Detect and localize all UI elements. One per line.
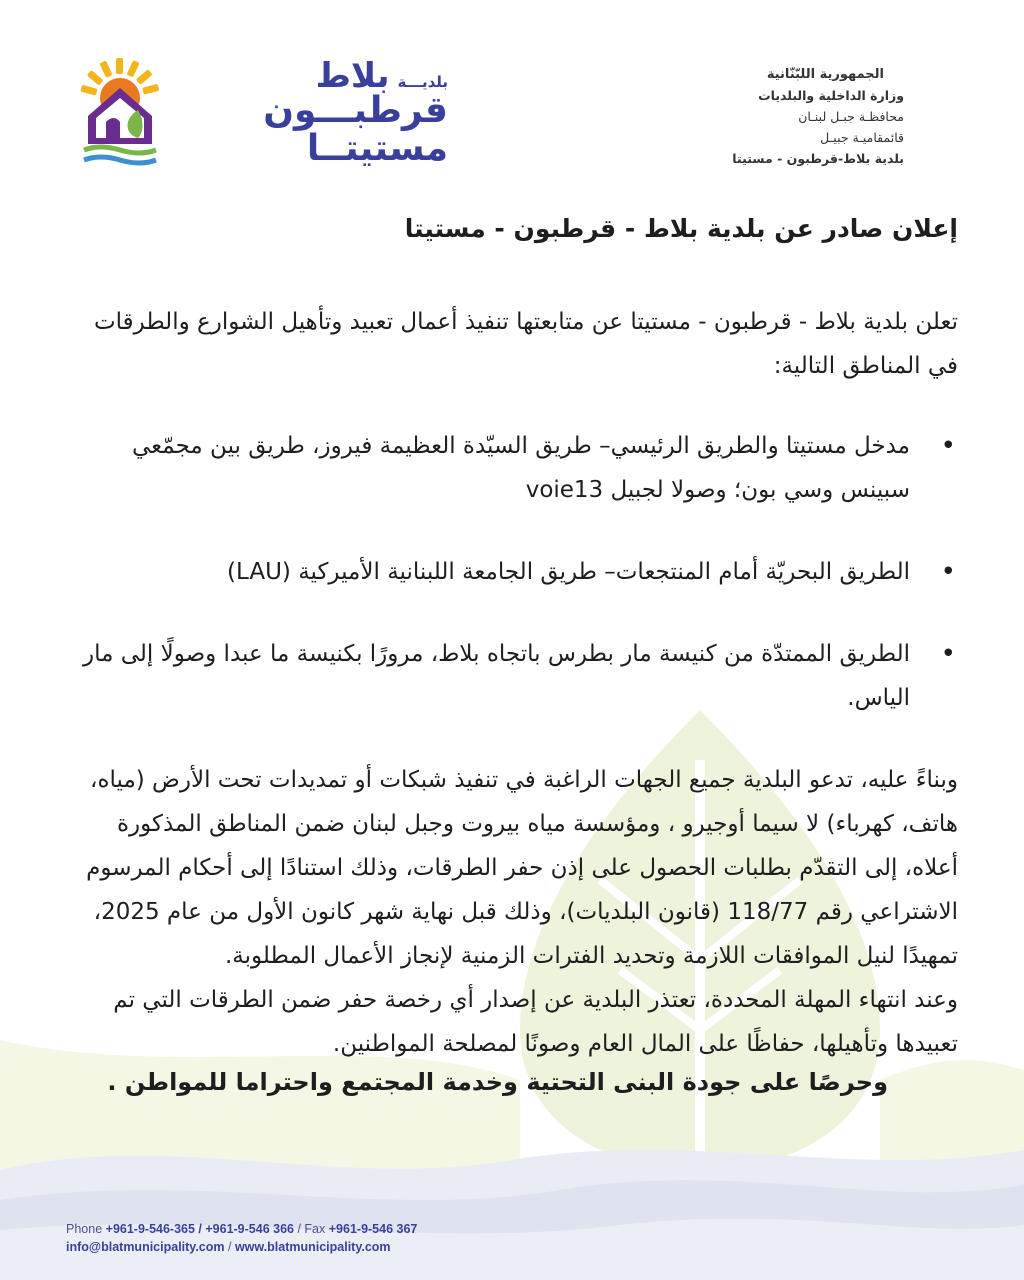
logo-wordmark: [258, 58, 458, 170]
bullet-icon: •: [940, 431, 956, 461]
footer-separator: /: [227, 1240, 232, 1254]
logo-emblem-icon: [80, 58, 160, 166]
government-header: [732, 64, 904, 169]
announcement-title: إعلان صادر عن بلدية بلاط - قرطبون - مستيتا: [404, 214, 958, 243]
municipality-logo: [80, 56, 448, 170]
header-ministry: وزارة الداخلية والبلديات: [758, 88, 904, 103]
announcement: [58, 212, 958, 1102]
email-link[interactable]: info@blatmunicipality.com: [66, 1240, 225, 1254]
logo-line3: مستيتــا: [306, 128, 448, 169]
fax-label: / Fax: [297, 1222, 326, 1236]
logo-line2: قرطبـــون: [263, 90, 448, 131]
closing-line: وحرصًا على جودة البنى التحتية وخدمة المجتمع واحتراما للمواطن .: [107, 1068, 888, 1096]
list-item-text: الطريق الممتدّة من كنيسة مار بطرس باتجاه بلاط، مرورًا بكنيسة ما عبدا وصولًا إلى مار الياس.: [82, 641, 910, 711]
website-link[interactable]: www.blatmunicipality.com: [234, 1240, 391, 1254]
list-item-text: مدخل مستيتا والطريق الرئيسي– طريق السيّدة العظيمة فيروز، طريق بين مجمّعي سبينس وسي بون؛ وصولا لجبيل voie13: [132, 433, 910, 503]
logo-prefix: بلديـــة: [397, 73, 448, 91]
intro-paragraph: تعلن بلدية بلاط - قرطبون - مستيتا عن متابعتها تنفيذ أعمال تعبيد وتأهيل الشوارع والطرقات في المناطق التالية:: [93, 309, 958, 379]
bullet-icon: •: [940, 639, 956, 669]
phone-numbers[interactable]: +961-9-546-365 / +961-9-546 366: [105, 1222, 294, 1236]
bullet-icon: •: [940, 557, 956, 587]
deadline-paragraph: وعند انتهاء المهلة المحددة، تعتذر البلدية عن إصدار أي رخصة حفر ضمن الطرقات التي تم تعبيدها وتأهيلها، حفاظًا على المال العام وصونًا لمصلحة المواطنين.: [113, 987, 958, 1057]
body-paragraph: وبناءً عليه، تدعو البلدية جميع الجهات الراغبة في تنفيذ شبكات أو تمديدات تحت الأرض (مياه، هاتف، كهرباء) لا سيما أوجيرو ، ومؤسسة مياه بيروت وجبل لبنان ضمن المناطق المذكورة أعلاه، إلى التقدّم بطلبات الحصول على إذن حفر الطرقات، وذلك استنادًا إلى أحكام المرسوم الاشتراعي رقم 118/77 (قانون البلديات)، وذلك قبل نهاية شهر كانون الأول من عام 2025، تمهيدًا لنيل الموافقات اللازمة وتحديد الفترات الزمنية لإنجاز الأعمال المطلوبة.: [86, 767, 958, 969]
fax-number[interactable]: +961-9-546 367: [328, 1222, 418, 1236]
list-item: [58, 550, 958, 594]
header-governorate: محافظـة جبـل لبنـان: [798, 109, 904, 124]
web-line: [66, 1238, 417, 1256]
header-district: قائمقاميـة جبيـل: [820, 130, 904, 145]
phone-label: Phone: [66, 1222, 103, 1236]
phone-line: [66, 1220, 417, 1238]
list-item: [58, 424, 958, 512]
footer-waves: [0, 1130, 1024, 1280]
streets-list: [58, 424, 958, 720]
list-item-text: الطريق البحريّة أمام المنتجعات– طريق الجامعة اللبنانية الأميركية (LAU): [227, 559, 910, 585]
list-item: [58, 632, 958, 720]
header-municipality: بلدية بلاط-قرطبون - مستيتا: [732, 151, 904, 166]
logo-line1: بلاط: [315, 56, 390, 96]
header-republic: الجمهورية اللبّنّانية: [766, 67, 884, 82]
body-text: [58, 758, 958, 1066]
contact-footer: [66, 1220, 417, 1256]
